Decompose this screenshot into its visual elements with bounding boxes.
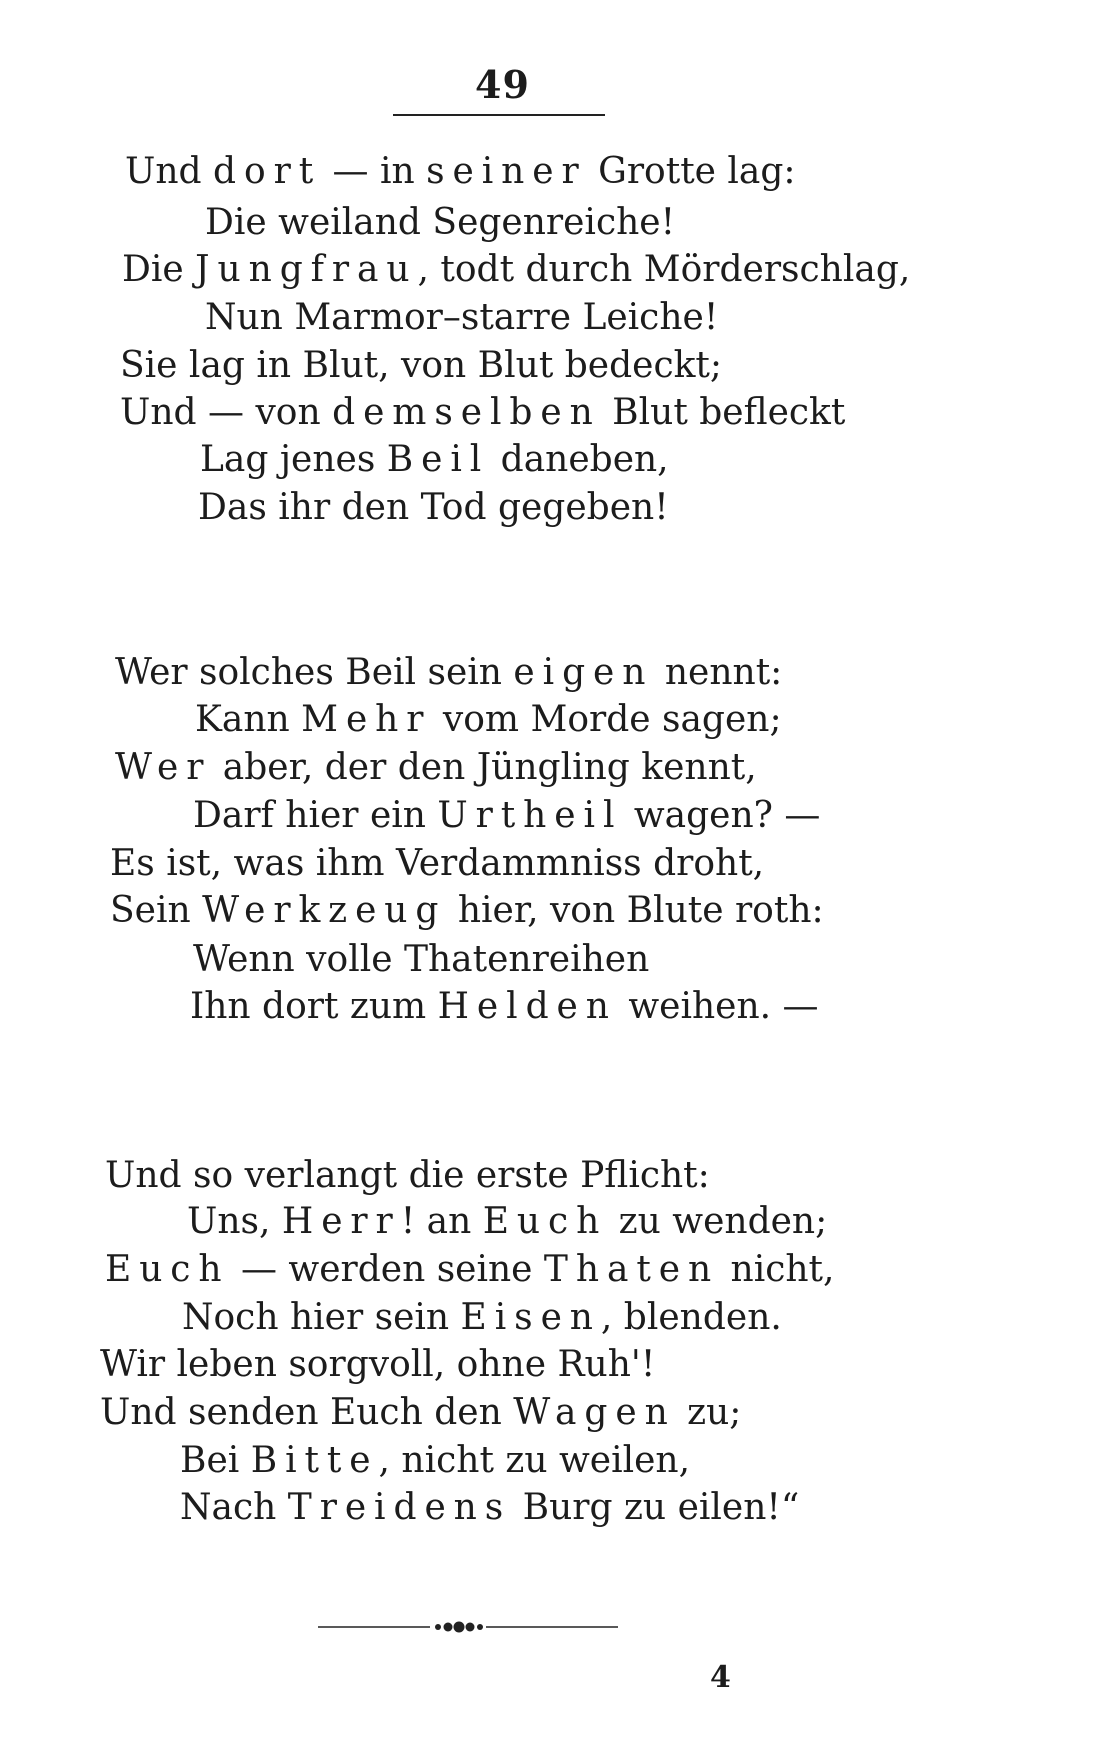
verse-text: Nach [180,1487,288,1528]
verse-text: Wir leben sorgvoll, ohne Ruh'! [100,1344,656,1385]
spaced-emphasis: dort [213,151,322,192]
verse-text: hier, von Blute roth: [446,890,824,931]
verse-line [115,653,782,693]
verse-text: Wenn volle Thatenreihen [193,939,650,980]
header-rule [393,114,605,116]
verse-line [115,748,757,788]
verse-text: Das ihr den Tod gegeben! [198,487,669,528]
verse-text: wagen? — [622,795,821,836]
spaced-emphasis: Beil [386,439,490,480]
spaced-emphasis: Wer [115,747,212,788]
spaced-emphasis: Helden [437,986,617,1027]
verse-line [193,940,649,980]
verse-text: Noch hier sein [182,1297,461,1338]
verse-text: zu; [675,1392,742,1433]
verse-line [125,152,796,192]
verse-text: nicht, [719,1249,835,1290]
verse-text: Darf hier ein [193,795,438,836]
verse-text: daneben, [489,439,669,480]
verse-text: weihen. — [616,986,819,1027]
spaced-emphasis: seiner [426,151,587,192]
verse-text: Uns, [187,1201,282,1242]
verse-line [100,1393,741,1433]
verse-text: Und so verlangt die erste Pflicht: [105,1155,710,1196]
verse-text: Sie lag in Blut, von Blut bedeckt; [120,345,723,386]
verse-line [205,298,718,338]
verse-line [180,1441,690,1481]
signature-mark: 4 [710,1660,731,1695]
verse-text: aber, der den Jüngling kennt, [211,747,757,788]
spaced-emphasis: Treidens [287,1487,512,1528]
spaced-emphasis: Urtheil [437,795,623,836]
verse-text: Wer solches Beil sein [115,652,514,693]
verse-text: Kann [195,699,302,740]
verse-line [190,987,819,1027]
spaced-emphasis: Eisen [460,1297,601,1338]
verse-text: Bei [180,1440,251,1481]
verse-text: zu wenden; [607,1201,828,1242]
verse-text: Und [125,151,214,192]
verse-line [195,700,782,740]
verse-text: nennt: [653,652,783,693]
verse-text: Blut befleckt [600,392,846,433]
verse-text: , nicht zu weilen, [378,1440,691,1481]
verse-text: Nun Marmor–starre Leiche! [205,297,719,338]
verse-text: vom Morde sagen; [431,699,782,740]
verse-text: Und senden Euch den [100,1392,514,1433]
verse-text: Es ist, was ihm Verdammniss droht, [110,843,765,884]
verse-text: , blenden. [600,1297,782,1338]
verse-line [120,346,722,386]
ornament-divider [318,1616,618,1638]
spaced-emphasis: Bitte [250,1440,379,1481]
spaced-emphasis: Werkzeug [202,890,447,931]
verse-line [180,1488,799,1528]
verse-line [122,250,910,290]
spaced-emphasis: Mehr [301,699,432,740]
verse-text: , todt durch Mörderschlag, [417,249,911,290]
verse-text: ! an [400,1201,483,1242]
spaced-emphasis: Wagen [513,1392,676,1433]
verse-line [187,1202,827,1242]
verse-line [105,1250,834,1290]
verse-line [110,891,824,931]
spaced-emphasis: Jungfrau [195,249,418,290]
spaced-emphasis: Euch [105,1249,230,1290]
verse-text: Die weiland Segenreiche! [205,202,676,243]
spaced-emphasis: eigen [513,652,654,693]
verse-text: Und — von [120,392,333,433]
verse-line [120,393,845,433]
verse-line [105,1156,710,1196]
verse-text: — in [321,151,427,192]
verse-line [100,1345,655,1385]
verse-text: Grotte lag: [586,151,796,192]
spaced-emphasis: Thaten [543,1249,720,1290]
verse-text: Lag jenes [200,439,387,480]
verse-line [198,488,669,528]
spaced-emphasis: Herr [281,1201,401,1242]
verse-text: Sein [110,890,203,931]
verse-text: Die [122,249,196,290]
verse-line [193,796,820,836]
page-number: 49 [475,62,530,107]
verse-text: Ihn dort zum [190,986,438,1027]
verse-line [200,440,669,480]
verse-text: Burg zu eilen!“ [511,1487,800,1528]
spaced-emphasis: Euch [482,1201,608,1242]
verse-line [205,203,675,243]
verse-line [182,1298,782,1338]
spaced-emphasis: demselben [332,392,601,433]
verse-line [110,844,764,884]
verse-text: — werden seine [229,1249,544,1290]
